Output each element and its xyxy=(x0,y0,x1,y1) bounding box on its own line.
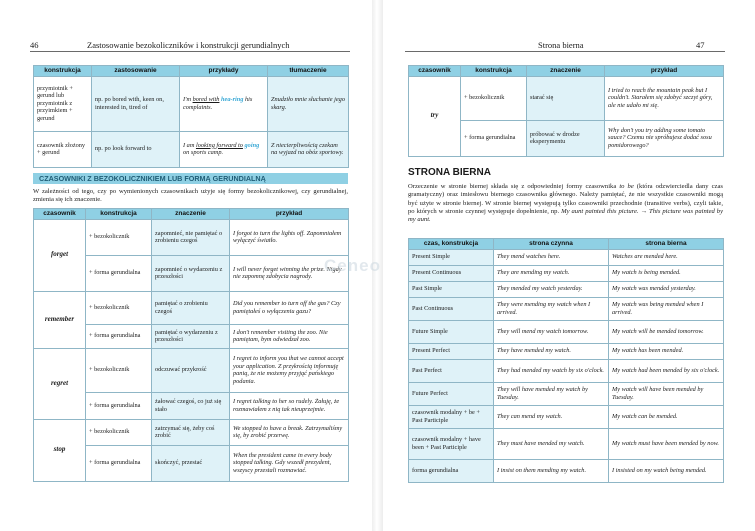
active-cell: They can mend my watch. xyxy=(494,405,609,428)
translation-cell: Znudziło mnie słuchanie jego skarg. xyxy=(268,76,349,131)
col-header: znaczenie xyxy=(527,66,605,77)
example-cell: I forgot to turn the lights off. Zapomniałem wyłączyć światło. xyxy=(230,219,349,255)
example-cell: When the president came in every body stopped talking. Gdy wszedł prezydent, wszyscy przestali rozmawiać. xyxy=(230,445,349,481)
passive-cell: Watches are mended here. xyxy=(609,249,724,265)
tense-cell: Present Simple xyxy=(409,249,494,265)
meaning-cell: skończyć, przestać xyxy=(152,445,230,481)
construction-cell: + bezokolicznik xyxy=(86,219,152,255)
passive-cell: My watch will have been mended by Tuesday. xyxy=(609,382,724,405)
meaning-cell: odczuwać przykrość xyxy=(152,348,230,392)
col-header: tłumaczenie xyxy=(268,66,349,77)
table-row xyxy=(409,76,724,120)
passive-intro-paragraph: Orzeczenie w stronie biernej składa się z odpowiedniej formy czasownika to be (która odzwierciedla dany czas gramatyczny) oraz imiesłowu biernego czasownika głównego. Należy pamiętać, że nie wszystkie czasowniki mogą być użyte w stronie biernej. W stronie biernej występują tylko czasowniki przechodnie (transitive verbs), czyli takie, po których w stronie czynnej występuje dopełnienie, np. My aunt painted this picture. → This picture was painted by my aunt. xyxy=(408,183,723,224)
passive-cell: My watch was mended yesterday. xyxy=(609,281,724,297)
example-cell: Why don't you try adding some tomato sauce? Czemu nie spróbujesz dodać sosu pomidorowego? xyxy=(605,120,724,156)
meaning-cell: pamiętać o wydarzeniu z przeszłości xyxy=(152,324,230,348)
col-header: konstrukcja xyxy=(86,209,152,220)
tense-cell: Past Continuous xyxy=(409,297,494,320)
verb-cell: remember xyxy=(34,291,86,348)
tense-cell: Present Continuous xyxy=(409,265,494,281)
active-cell: They will have mended my watch by Tuesday. xyxy=(494,382,609,405)
col-header: konstrukcja xyxy=(34,66,92,77)
table-row xyxy=(409,265,724,281)
table-row xyxy=(34,131,349,167)
meaning-cell: zapomnieć, nie pamiętać o zrobieniu czegoś xyxy=(152,219,230,255)
verb-cell: try xyxy=(409,76,461,156)
table-row xyxy=(409,297,724,320)
table-row xyxy=(409,320,724,343)
col-header: strona bierna xyxy=(609,239,724,250)
passive-cell: My watch was being mended when I arrived. xyxy=(609,297,724,320)
col-header: przykład xyxy=(230,209,349,220)
verb-meaning-table xyxy=(33,208,349,482)
table-row xyxy=(34,76,349,131)
example-cell: We stopped to have a break. Zatrzymaliśmy się, by zrobić przerwę. xyxy=(230,419,349,445)
verb-cell: regret xyxy=(34,348,86,419)
construction-cell: + bezokolicznik xyxy=(461,76,527,120)
table-row xyxy=(34,291,349,324)
example-cell: I'm bored with hea-ring his complaints. xyxy=(180,76,268,131)
example-cell: I regret to inform you that we cannot accept your application. Z przykrością informuję panią, że nie możemy przyjąć pańskiego podania. xyxy=(230,348,349,392)
section-banner: CZASOWNIKI Z BEZOKOLICZNIKIEM LUB FORMĄ GERUNDIALNĄ xyxy=(33,173,348,184)
intro-paragraph: W zależności od tego, czy po wymienionych czasownikach użyje się formy bezokolicznikowej, czy gerundialnej, zmienia się ich znaczenie. xyxy=(33,188,348,204)
table-row xyxy=(409,405,724,428)
table-row xyxy=(34,348,349,392)
tense-cell: Present Perfect xyxy=(409,343,494,359)
col-header: przykłady xyxy=(180,66,268,77)
meaning-cell: starać się xyxy=(527,76,605,120)
active-cell: They mended my watch yesterday. xyxy=(494,281,609,297)
passive-voice-table xyxy=(408,238,724,483)
meaning-cell: próbować w drodze eksperymentu xyxy=(527,120,605,156)
col-header: zastosowanie xyxy=(92,66,180,77)
construction-cell: czasownik złożony + gerund xyxy=(34,131,92,167)
passive-cell: My watch must have been mended by now. xyxy=(609,428,724,459)
running-title-left: Zastosowanie bezokoliczników i konstrukcji gerundialnych xyxy=(87,40,290,50)
construction-cell: + bezokolicznik xyxy=(86,419,152,445)
page-number-right: 47 xyxy=(696,40,705,50)
meaning-cell: zapomnieć o wydarzeniu z przeszłości xyxy=(152,255,230,291)
header-rule-right xyxy=(405,51,725,52)
passive-cell: My watch has been mended. xyxy=(609,343,724,359)
table-row xyxy=(34,219,349,255)
col-header: przykład xyxy=(605,66,724,77)
section-heading: STRONA BIERNA xyxy=(408,167,491,178)
tense-cell: forma gerundialna xyxy=(409,459,494,482)
construction-cell: + forma gerundialna xyxy=(86,255,152,291)
try-verb-table xyxy=(408,65,724,157)
passive-cell: My watch will be mended tomorrow. xyxy=(609,320,724,343)
table-row xyxy=(409,281,724,297)
active-cell: I insist on them mending my watch. xyxy=(494,459,609,482)
meaning-cell: żałować czegoś, co już się stało xyxy=(152,392,230,419)
table-row xyxy=(409,359,724,382)
meaning-cell: pamiętać o zrobieniu czegoś xyxy=(152,291,230,324)
meaning-cell: zatrzymać się, żeby coś zrobić xyxy=(152,419,230,445)
table-row xyxy=(409,343,724,359)
active-cell: They were mending my watch when I arrived. xyxy=(494,297,609,320)
example-cell: I regret talking to her so rudely. Żałuję, że rozmawiałem z nią tak nieuprzejmie. xyxy=(230,392,349,419)
col-header: konstrukcja xyxy=(461,66,527,77)
active-cell: They will mend my watch tomorrow. xyxy=(494,320,609,343)
translation-cell: Z niecierpliwością czekam na wyjazd na obóz sportowy. xyxy=(268,131,349,167)
example-cell: I don't remember visiting the zoo. Nie pamiętam, bym odwiedzał zoo. xyxy=(230,324,349,348)
example-cell: I will never forget winning the prize. Nigdy nie zapomnę zdobycia nagrody. xyxy=(230,255,349,291)
passive-cell: My watch had been mended by six o'clock. xyxy=(609,359,724,382)
active-cell: They are mending my watch. xyxy=(494,265,609,281)
col-header: czasownik xyxy=(34,209,86,220)
running-title-right: Strona bierna xyxy=(538,40,584,50)
tense-cell: Past Simple xyxy=(409,281,494,297)
verb-cell: forget xyxy=(34,219,86,291)
usage-cell: np. po look forward to xyxy=(92,131,180,167)
tense-cell: Past Perfect xyxy=(409,359,494,382)
active-cell: They have mended my watch. xyxy=(494,343,609,359)
left-page xyxy=(0,0,372,531)
col-header: znaczenie xyxy=(152,209,230,220)
table-row xyxy=(409,428,724,459)
active-cell: They mend watches here. xyxy=(494,249,609,265)
example-cell: I tried to reach the mountain peak but I couldn't. Starałem się zdobyć szczyt góry, ale nie udało mi się. xyxy=(605,76,724,120)
passive-cell: My watch can be mended. xyxy=(609,405,724,428)
construction-cell: przymiotnik + gerund lub przymiotnik z przyimkiem + gerund xyxy=(34,76,92,131)
construction-cell: + forma gerundialna xyxy=(86,392,152,419)
tense-cell: czasownik modalny + be + Past Participle xyxy=(409,405,494,428)
right-page xyxy=(383,0,755,531)
construction-cell: + forma gerundialna xyxy=(86,324,152,348)
col-header: czasownik xyxy=(409,66,461,77)
gerund-constructions-table xyxy=(33,65,349,168)
usage-cell: np. po bored with, keen on, interested in, tired of xyxy=(92,76,180,131)
active-cell: They must have mended my watch. xyxy=(494,428,609,459)
construction-cell: + bezokolicznik xyxy=(86,348,152,392)
passive-cell: My watch is being mended. xyxy=(609,265,724,281)
verb-cell: stop xyxy=(34,419,86,481)
tense-cell: Future Perfect xyxy=(409,382,494,405)
watermark-logo: Ceneo xyxy=(324,256,381,275)
example-cell: Did you remember to turn off the gas? Czy pamiętałeś o wyłączeniu gazu? xyxy=(230,291,349,324)
example-cell: I am looking forward to going on sports camp. xyxy=(180,131,268,167)
table-row xyxy=(409,382,724,405)
col-header: czas, konstrukcja xyxy=(409,239,494,250)
passive-cell: I insisted on my watch being mended. xyxy=(609,459,724,482)
page-number-left: 46 xyxy=(30,40,39,50)
col-header: strona czynna xyxy=(494,239,609,250)
table-row xyxy=(409,459,724,482)
construction-cell: + forma gerundialna xyxy=(86,445,152,481)
tense-cell: Future Simple xyxy=(409,320,494,343)
active-cell: They had mended my watch by six o'clock. xyxy=(494,359,609,382)
table-row xyxy=(34,419,349,445)
construction-cell: + forma gerundialna xyxy=(461,120,527,156)
table-row xyxy=(409,249,724,265)
construction-cell: + bezokolicznik xyxy=(86,291,152,324)
header-rule-left xyxy=(30,51,350,52)
tense-cell: czasownik modalny + have been + Past Participle xyxy=(409,428,494,459)
